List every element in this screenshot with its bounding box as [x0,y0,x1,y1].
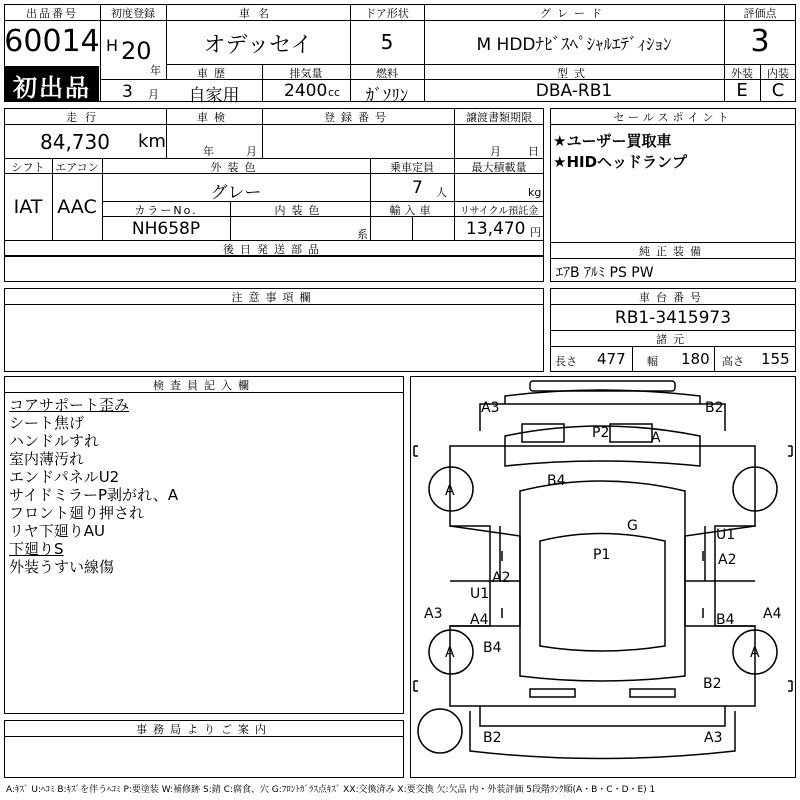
score: 3 [750,24,770,59]
shift: IAT [13,196,43,218]
model-label: 型式 [557,67,591,80]
inspector-label: 検査員記入欄 [153,379,255,392]
mark-u1-right-front: U1 [716,527,736,543]
mark-b4-left-rear: B4 [483,640,502,656]
height: 155 [761,350,790,368]
reg-label: 登録番号 [324,111,392,124]
length: 477 [597,350,626,368]
capacity: 7 [412,178,423,198]
mark-a-left-rear-wheel: A [445,645,455,661]
interior-label: 内装 [767,67,789,80]
chassis-number: RB1-3415973 [614,308,732,328]
color-no: NH658P [131,219,201,239]
car-name: オデッセイ [203,33,313,58]
inspection-year-unit: 年 [203,145,214,158]
shift-label: シフト [11,161,45,174]
transfer-month: 月 [490,145,501,158]
mileage: 84,730 [40,130,110,154]
legend-footer: A:ｷｽﾞ U:ﾍｺﾐ B:ｷｽﾞを伴うﾍｺﾐ P:要塗装 W:補修跡 S:錆 C:腐食、穴 G:ﾌﾛﾝﾄｶﾞﾗｽ点ｷｽﾞ XX:交換済み X:要交換 欠:欠品 内・外装評価 5段階ﾗﾝｸ順(A・B・C・D・E) 1 [6,785,656,795]
doors: 5 [380,30,394,54]
mark-a4-left: A4 [470,612,489,628]
mark-a2-right-front: A2 [718,552,737,568]
remark-10: 外装うすい線傷 [9,558,115,576]
recycle-unit: 円 [530,226,541,239]
load-unit: kg [528,186,542,199]
mark-a3-left-rear: A3 [424,606,443,622]
grade-label: グレード [540,7,608,20]
mark-b4-right: B4 [716,612,735,628]
model: DBA-RB1 [535,81,613,101]
capacity-unit: 人 [436,186,447,199]
remark-6: サイドミラーP剥がれ、A [9,486,179,504]
mark-a-windshield: A [651,430,661,446]
era-year: 20 [121,37,152,65]
month-unit: 月 [148,88,159,101]
import-label: 輸入車 [389,204,435,217]
ext-color: グレー [210,183,262,203]
first-reg-label: 初度登録 [111,7,155,20]
int-color-label: 内装色 [274,204,326,217]
mileage-label: 走行 [66,111,104,124]
mark-u1-left: U1 [470,586,490,602]
mark-a4-right-rear: A4 [763,606,782,622]
mark-a3-rear-bumper: A3 [704,730,723,746]
height-label: 高さ [722,355,744,368]
displacement-unit: cc [328,86,341,99]
lot-number: 60014 [4,24,100,59]
mileage-unit: km [138,131,166,152]
ac-label: エアコン [55,161,99,174]
int-color-unit: 系 [357,228,368,241]
mark-g-glass: G [627,518,638,534]
recycle: 13,470 [466,219,526,239]
mark-a3-front-left: A3 [481,400,500,416]
remark-7: フロント廻り押され [9,504,145,522]
mark-b2-front-right: B2 [705,400,724,416]
exterior-label: 外装 [731,67,753,80]
remark-4: 室内薄汚れ [9,450,85,468]
exterior-grade: E [736,80,748,101]
mark-p1-roof: P1 [593,547,611,563]
sales-label: セールスポイント [613,111,733,124]
width-label: 幅 [647,355,658,368]
notes-label: 注意事項欄 [231,291,317,304]
dims-label: 諸元 [656,333,690,346]
mark-b4-hood: B4 [547,473,566,489]
ac: AAC [57,196,97,218]
interior-grade: C [771,80,785,101]
ext-color-label: 外装色 [210,161,262,174]
inspection-label: 車検 [197,111,231,124]
fuel-label: 燃料 [376,67,398,80]
mark-b2-rear-right: B2 [703,676,722,692]
width: 180 [681,350,710,368]
era-mark: H [106,36,119,55]
mark-a-front-left-wheel: A [445,483,455,499]
remark-9: 下廻りS [9,540,64,558]
month: 3 [122,82,133,102]
remark-8: リヤ下廻りAU [9,522,105,540]
mark-a2-left: A2 [492,570,511,586]
equipment-value: ｴｱB ｱﾙﾐ PS PW [556,265,654,281]
year-unit: 年 [150,64,161,77]
later-parts-label: 後日発送部品 [223,243,325,256]
sales-point-1: ★ユーザー買取車 [553,132,672,150]
history: 自家用 [188,86,240,106]
remark-3: ハンドルすれ [9,432,100,450]
history-label: 車歴 [197,67,231,80]
grade: M HDDﾅﾋﾞｽﾍﾟｼｬﾙｴﾃﾞｨｼｮﾝ [476,35,672,55]
recycle-label: リサイクル預託金 [459,206,539,217]
displacement-label: 排気量 [289,67,323,80]
transfer-label: 譲渡書類期限 [466,111,532,124]
mark-a-right-rear-wheel: A [750,645,760,661]
inspection-month-unit: 月 [246,145,257,158]
capacity-label: 乗車定員 [390,161,434,174]
door-label: ドア形状 [365,7,409,20]
equipment-label: 純正装備 [639,245,707,258]
load-label: 最大積載量 [471,161,527,174]
remark-5: エンドパネルU2 [9,468,120,486]
car-name-label: 車名 [239,7,277,20]
fuel: ｶﾞｿﾘﾝ [365,86,409,106]
lot-label: 出品番号 [26,7,78,20]
remark-2: シート焦げ [9,414,85,432]
chassis-label: 車台番号 [639,291,707,304]
length-label: 長さ [555,355,577,368]
score-label: 評価点 [743,7,777,20]
color-no-label: カラーNo. [134,204,198,217]
mark-p2-windshield: P2 [592,425,610,441]
remarks-list [9,396,178,576]
office-label: 事務局よりご案内 [136,723,272,736]
remark-1: コアサポート歪み [9,396,130,414]
sales-point-2: ★HIDヘッドランプ [553,153,688,171]
mark-b2-rear-bumper: B2 [483,730,502,746]
first-listing-text: 初出品 [13,74,91,102]
transfer-day: 日 [528,145,539,158]
displacement: 2400 [284,81,328,101]
